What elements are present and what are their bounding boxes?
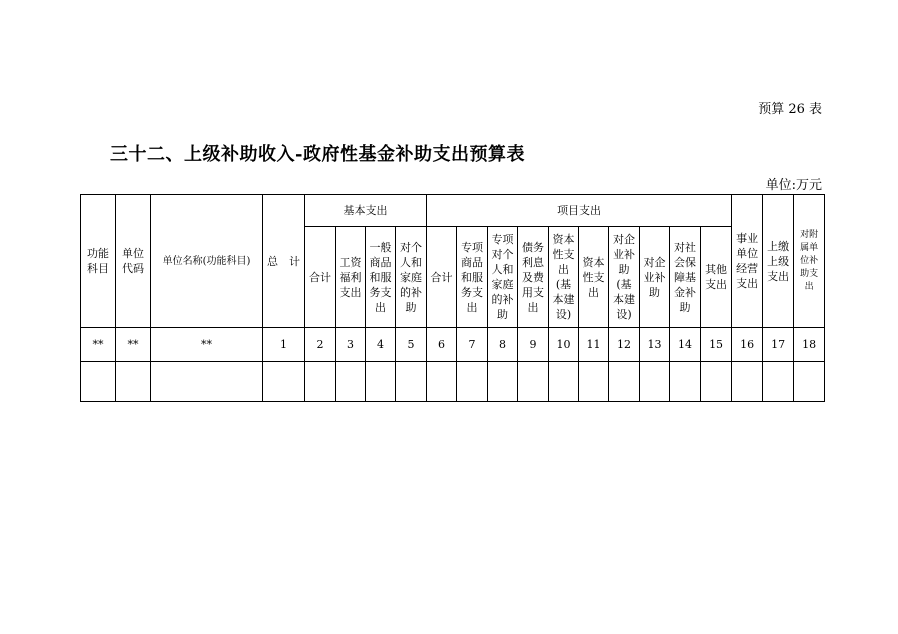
index-cell: 17 — [763, 328, 794, 362]
index-cell: ** — [151, 328, 263, 362]
index-cell: 9 — [518, 328, 549, 362]
index-cell: 4 — [366, 328, 396, 362]
index-cell: 10 — [549, 328, 579, 362]
header-business-expenditure: 事业单位经营支出 — [732, 195, 763, 328]
index-cell: 5 — [396, 328, 427, 362]
empty-cell — [549, 362, 579, 402]
header-project-expenditure: 项目支出 — [427, 195, 732, 227]
header-total: 总 计 — [263, 195, 305, 328]
header-project-debt: 债务利息及费用支出 — [518, 227, 549, 328]
header-project-social: 对社会保障基金补助 — [670, 227, 701, 328]
empty-cell — [488, 362, 518, 402]
index-cell: ** — [116, 328, 151, 362]
index-cell: 3 — [336, 328, 366, 362]
index-cell: 7 — [457, 328, 488, 362]
header-basic-goods: 一般商品和服务支出 — [366, 227, 396, 328]
index-cell: 13 — [640, 328, 670, 362]
index-cell: 15 — [701, 328, 732, 362]
empty-cell — [396, 362, 427, 402]
index-cell: 8 — [488, 328, 518, 362]
empty-cell — [457, 362, 488, 402]
index-cell: 1 — [263, 328, 305, 362]
index-cell: 16 — [732, 328, 763, 362]
budget-table — [80, 194, 825, 402]
header-project-total: 合计 — [427, 227, 457, 328]
index-cell: 2 — [305, 328, 336, 362]
empty-cell — [609, 362, 640, 402]
empty-cell — [670, 362, 701, 402]
empty-cell — [116, 362, 151, 402]
header-project-enterprise-construction: 对企业补助(基本建设) — [609, 227, 640, 328]
empty-cell — [732, 362, 763, 402]
header-project-personal: 专项对个人和家庭的补助 — [488, 227, 518, 328]
index-cell: 11 — [579, 328, 609, 362]
header-project-other: 其他支出 — [701, 227, 732, 328]
empty-cell — [366, 362, 396, 402]
header-unit-name: 单位名称(功能科目) — [151, 195, 263, 328]
header-basic-expenditure: 基本支出 — [305, 195, 427, 227]
index-cell: 12 — [609, 328, 640, 362]
empty-data-row — [81, 362, 825, 402]
header-project-capital: 资本性支出 — [579, 227, 609, 328]
empty-cell — [151, 362, 263, 402]
unit-label: 单位:万元 — [765, 178, 822, 193]
header-func-subject: 功能科目 — [81, 195, 116, 328]
index-cell: 6 — [427, 328, 457, 362]
index-row — [81, 328, 825, 362]
empty-cell — [263, 362, 305, 402]
empty-cell — [305, 362, 336, 402]
header-upper-payment: 上缴上级支出 — [763, 195, 794, 328]
index-cell: ** — [81, 328, 116, 362]
header-unit-code: 单位代码 — [116, 195, 151, 328]
empty-cell — [81, 362, 116, 402]
header-project-goods: 专项商品和服务支出 — [457, 227, 488, 328]
index-cell: 14 — [670, 328, 701, 362]
header-project-enterprise: 对企业补助 — [640, 227, 670, 328]
empty-cell — [794, 362, 825, 402]
page-title: 三十二、上级补助收入-政府性基金补助支出预算表 — [110, 144, 525, 165]
empty-cell — [427, 362, 457, 402]
header-basic-total: 合计 — [305, 227, 336, 328]
header-basic-personal: 对个人和家庭的补助 — [396, 227, 427, 328]
empty-cell — [579, 362, 609, 402]
empty-cell — [640, 362, 670, 402]
empty-cell — [763, 362, 794, 402]
header-project-capital-construction: 资本性支出(基本建设) — [549, 227, 579, 328]
header-affiliated-subsidy: 对附属单位补助支出 — [794, 195, 825, 328]
empty-cell — [701, 362, 732, 402]
index-cell: 18 — [794, 328, 825, 362]
empty-cell — [518, 362, 549, 402]
header-basic-wages: 工资福利支出 — [336, 227, 366, 328]
table-reference-number: 预算 26 表 — [758, 102, 822, 117]
empty-cell — [336, 362, 366, 402]
